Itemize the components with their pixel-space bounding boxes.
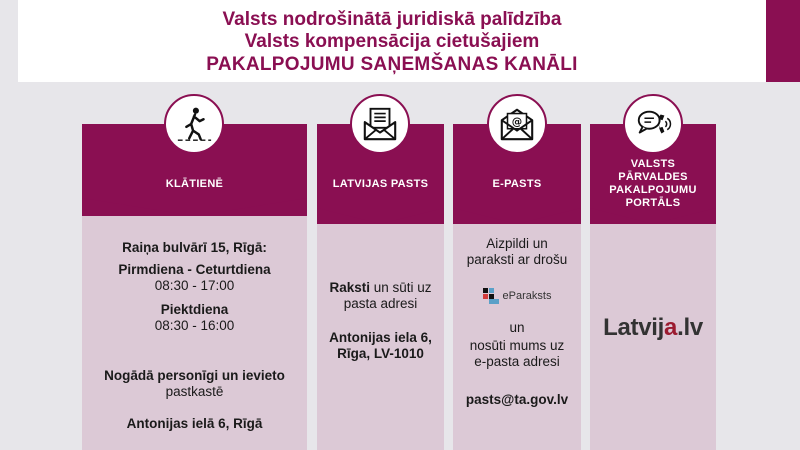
write-instruction-line2: pasta adresi: [343, 296, 418, 311]
column-title: KLĀTIENĒ: [165, 178, 224, 190]
latvija-lv-logo[interactable]: [590, 314, 716, 342]
title-line: VALSTS: [630, 158, 676, 170]
mailbox-instruction-rest: pastkastē: [165, 384, 224, 399]
header-banner: [18, 0, 766, 82]
icon-badge: [487, 94, 547, 154]
column-title: E-PASTS: [492, 178, 542, 190]
column-title: LATVIJAS PASTS: [332, 178, 429, 190]
weekday-hours: 08:30 - 17:00: [154, 278, 235, 293]
column-title: [590, 158, 716, 210]
write-rest: un sūti uz: [369, 280, 432, 295]
send-instruction-line2: e-pasta adresi: [474, 354, 560, 369]
column-in-person: [82, 124, 307, 450]
eparaksts-mark-icon: [483, 288, 499, 304]
send-instruction-line1: nosūti mums uz: [469, 338, 565, 353]
sign-instruction-line1: Aizpildi un: [486, 236, 548, 251]
title-line: PORTĀLS: [625, 197, 681, 209]
chat-phone-icon: [634, 105, 672, 143]
portal-logo-tld: .lv: [677, 314, 703, 341]
icon-badge: [350, 94, 410, 154]
mailbox-address: Antonijas ielā 6, Rīgā: [126, 416, 263, 431]
title-line-1: Valsts nodrošinātā juridiskā palīdzība: [222, 9, 562, 30]
address-heading: Raiņa bulvārī 15, Rīgā:: [122, 240, 267, 255]
title-line: PAKALPOJUMU: [609, 184, 697, 196]
column-email: [453, 115, 581, 450]
title-line-2: Valsts kompensācija cietušajiem: [244, 31, 540, 52]
title-line-3: PAKALPOJUMU SAŅEMŠANAS KANĀLI: [206, 54, 578, 75]
email-envelope-icon: [498, 105, 536, 143]
title-line: PĀRVALDES: [618, 171, 688, 183]
eparaksts-logo: [453, 288, 581, 304]
sign-instruction-line2: paraksti ar drošu: [466, 252, 568, 267]
mailbox-instruction: Nogādā personīgi un ievieto: [104, 368, 285, 383]
friday-hours: 08:30 - 16:00: [154, 318, 235, 333]
column-portal: [590, 124, 716, 450]
post-address-line1: Antonijas iela 6,: [329, 330, 432, 345]
letter-envelope-icon: [361, 105, 399, 143]
post-address-line2: Rīga, LV-1010: [337, 346, 424, 361]
brand-accent-block: [766, 0, 800, 82]
column-post: [317, 124, 444, 450]
icon-badge: [164, 94, 224, 154]
portal-logo-main: Latvij: [603, 314, 665, 341]
weekday-range: Pirmdiena - Ceturtdiena: [118, 262, 271, 277]
email-address-link[interactable]: pasts@ta.gov.lv: [465, 392, 569, 407]
friday-label: Piektdiena: [160, 302, 229, 317]
portal-logo-accent: a: [664, 314, 678, 341]
write-instruction: [317, 280, 444, 296]
walking-person-icon: [175, 105, 213, 143]
eparaksts-label: eParaksts: [502, 290, 552, 302]
svg-text:@: @: [511, 115, 523, 128]
icon-badge: [623, 94, 683, 154]
and-label: un: [509, 320, 525, 335]
write-bold: Raksti: [329, 280, 370, 295]
